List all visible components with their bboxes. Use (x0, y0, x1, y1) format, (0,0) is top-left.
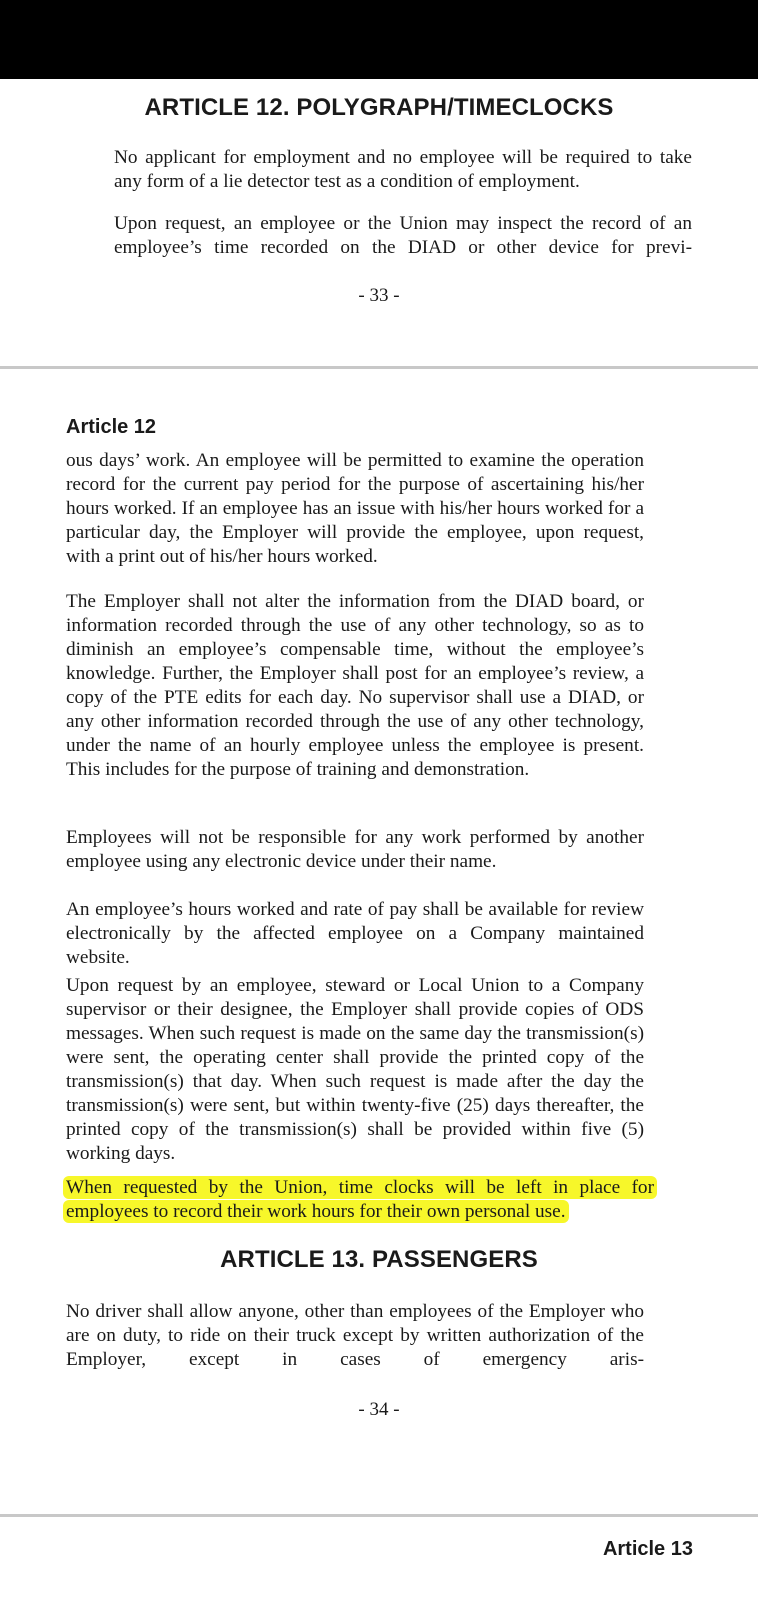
paragraph-passengers: No driver shall allow anyone, other than employees of the Employer who are on duty, to ride on their truck except by written authorization of the Employer, except in cases of emergency aris- (66, 1301, 644, 1370)
paragraph-ods-messages: Upon request by an employee, steward or Local Union to a Company supervisor or their designee, the Employer shall provide copies of ODS messages. When such request is made on the same day the transmission(s) were sent, the operating center shall provide the printed copy of the transmission(s) that day. When such request is made after the day the transmission(s) were sent, but within twenty-five (25) days thereafter, the printed copy of the transmission(s) shall be provided within five (5) working days. (66, 975, 644, 1164)
running-head: Article 13 (602, 1538, 693, 1560)
top-black-bar (0, 0, 758, 79)
page-34 (0, 369, 758, 1514)
page-35 (0, 1517, 758, 1600)
article-13-title: ARTICLE 13. PASSENGERS (220, 1246, 538, 1273)
paragraph-operation-record: ous days’ work. An employee will be permitted to examine the operation record for the current pay period for the purpose of ascertaining his/her hours worked. If an employee has an issue with his/her hours worked for a particular day, the Employer will provide the employee, upon request, with a print out of his/her hours worked. (66, 450, 644, 567)
highlighted-paragraph (63, 1176, 657, 1224)
page-33 (0, 79, 758, 367)
paragraph-electronic-device: Employees will not be responsible for any work performed by another employee using any electronic device under their name. (66, 827, 644, 872)
highlighted-text: When requested by the Union, time clocks will be left in place for employees to record their work hours for their own personal use. (63, 1176, 657, 1223)
article-12-title: ARTICLE 12. POLYGRAPH/TIMECLOCKS (144, 94, 614, 121)
paragraph-polygraph: No applicant for employment and no employee will be required to take any form of a lie detector test as a condition of employment. (114, 147, 692, 192)
running-head: Article 12 (66, 416, 157, 438)
page-number: - 33 - (358, 285, 400, 306)
page-number: - 34 - (358, 1399, 400, 1420)
paragraph-diad-alter: The Employer shall not alter the information from the DIAD board, or information recorded through the use of any other technology, so as to diminish an employee’s compensable time, without the employee’s knowledge. Further, the Employer shall post for an employee’s review, a copy of the PTE edits for each day. No supervisor shall use a DIAD, or any other information recorded through the use of any other technology, under the name of an hourly employee unless the employee is present. This includes for the purpose of training and demonstration. (66, 591, 644, 780)
paragraph-inspect-record: Upon request, an employee or the Union may inspect the record of an employee’s time recorded on the DIAD or other device for previ- (114, 213, 692, 258)
paragraph-hours-website: An employee’s hours worked and rate of pay shall be available for review electronically by the affected employee on a Company maintained website. (66, 899, 644, 968)
